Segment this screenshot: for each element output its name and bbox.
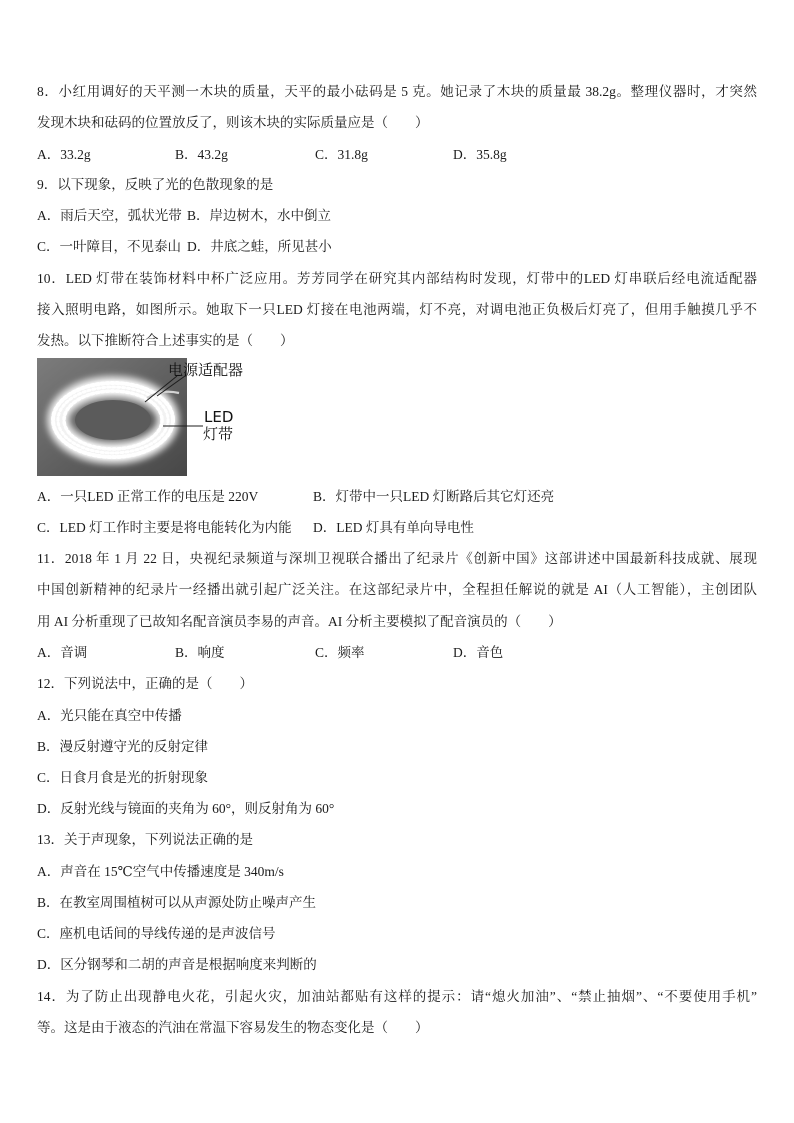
question-11-option-a: A．音调 [37,645,88,660]
question-14-stem-line: 14．为了防止出现静电火花，引起火灾，加油站都贴有这样的提示：请“熄火加油”、“禁止抽烟”、“不要使用手机” [37,989,757,1004]
question-11-stem-line: 用 AI 分析重现了已故知名配音演员李易的声音。AI 分析主要模拟了配音演员的（ ） [37,614,562,629]
question-10-option-a: A．一只LED 正常工作的电压是 220V [37,489,259,504]
question-12-option-c: C．日食月食是光的折射现象 [37,770,209,785]
figure-label-strip: 灯带 [203,425,234,443]
question-10-stem-line: 发热。以下推断符合上述事实的是（ ） [37,333,294,348]
question-11-option-b: B．响度 [175,645,225,660]
question-8-stem-line: 发现木块和砝码的位置放反了，则该木块的实际质量应是（ ） [37,115,429,130]
question-8-option-a: A．33.2g [37,147,91,162]
question-9-stem-line: 9．以下现象，反映了光的色散现象的是 [37,177,274,192]
question-10-option-c: C．LED 灯工作时主要是将电能转化为内能 [37,520,292,535]
question-9-option-a: A．雨后天空，弧状光带 [37,208,182,223]
question-9-option-d: D．井底之蛙，所见甚小 [187,239,332,254]
question-12-stem-line: 12．下列说法中，正确的是（ ） [37,676,253,691]
figure-label-adapter: 电源适配器 [168,361,244,379]
question-13-option-a: A．声音在 15℃空气中传播速度是 340m/s [37,864,284,879]
question-8-option-c: C．31.8g [315,147,368,162]
question-10-stem-line: 10．LED 灯带在装饰材料中杯广泛应用。芳芳同学在研究其内部结构时发现，灯带中的LED 灯串联后经电流适配器 [37,271,757,286]
question-11-option-d: D．音色 [453,645,504,660]
question-8-option-b: B．43.2g [175,147,228,162]
ring-center [75,400,151,440]
question-12-option-b: B．漫反射遵守光的反射定律 [37,739,209,754]
question-14-stem-line: 等。这是由于液态的汽油在常温下容易发生的物态变化是（ ） [37,1020,429,1035]
question-11-option-c: C．频率 [315,645,365,660]
question-10-option-d: D．LED 灯具有单向导电性 [313,520,474,535]
question-13-stem-line: 13．关于声现象，下列说法正确的是 [37,832,253,847]
question-10-stem-line: 接入照明电路，如图所示。她取下一只LED 灯接在电池两端，灯不亮，对调电池正负极后灯亮了，但用手触摸几乎不 [37,302,757,317]
question-9-option-b: B．岸边树木，水中倒立 [187,208,332,223]
question-11-stem-line: 11．2018 年 1 月 22 日，央视纪录频道与深圳卫视联合播出了纪录片《创新中国》这部讲述中国最新科技成就、展现 [37,551,757,566]
question-10-option-b: B．灯带中一只LED 灯断路后其它灯还亮 [313,489,555,504]
question-13-option-c: C．座机电话间的导线传递的是声波信号 [37,926,276,941]
question-12-option-a: A．光只能在真空中传播 [37,708,182,723]
question-13-option-b: B．在教室周围植树可以从声源处防止噪声产生 [37,895,317,910]
question-13-option-d: D．区分钢琴和二胡的声音是根据响度来判断的 [37,957,317,972]
question-9-option-c: C．一叶障目，不见泰山 [37,239,182,254]
question-8-stem-line: 8．小红用调好的天平测一木块的质量，天平的最小砝码是 5 克。她记录了木块的质量最 38.2g。整理仪器时，才突然 [37,84,757,99]
question-12-option-d: D．反射光线与镜面的夹角为 60°，则反射角为 60° [37,801,335,816]
question-8-option-d: D．35.8g [453,147,507,162]
question-11-stem-line: 中国创新精神的纪录片一经播出就引起广泛关注。在这部纪录片中，全程担任解说的就是 AI（人工智能），主创团队 [37,582,757,597]
figure-label-led: LED [204,408,234,426]
